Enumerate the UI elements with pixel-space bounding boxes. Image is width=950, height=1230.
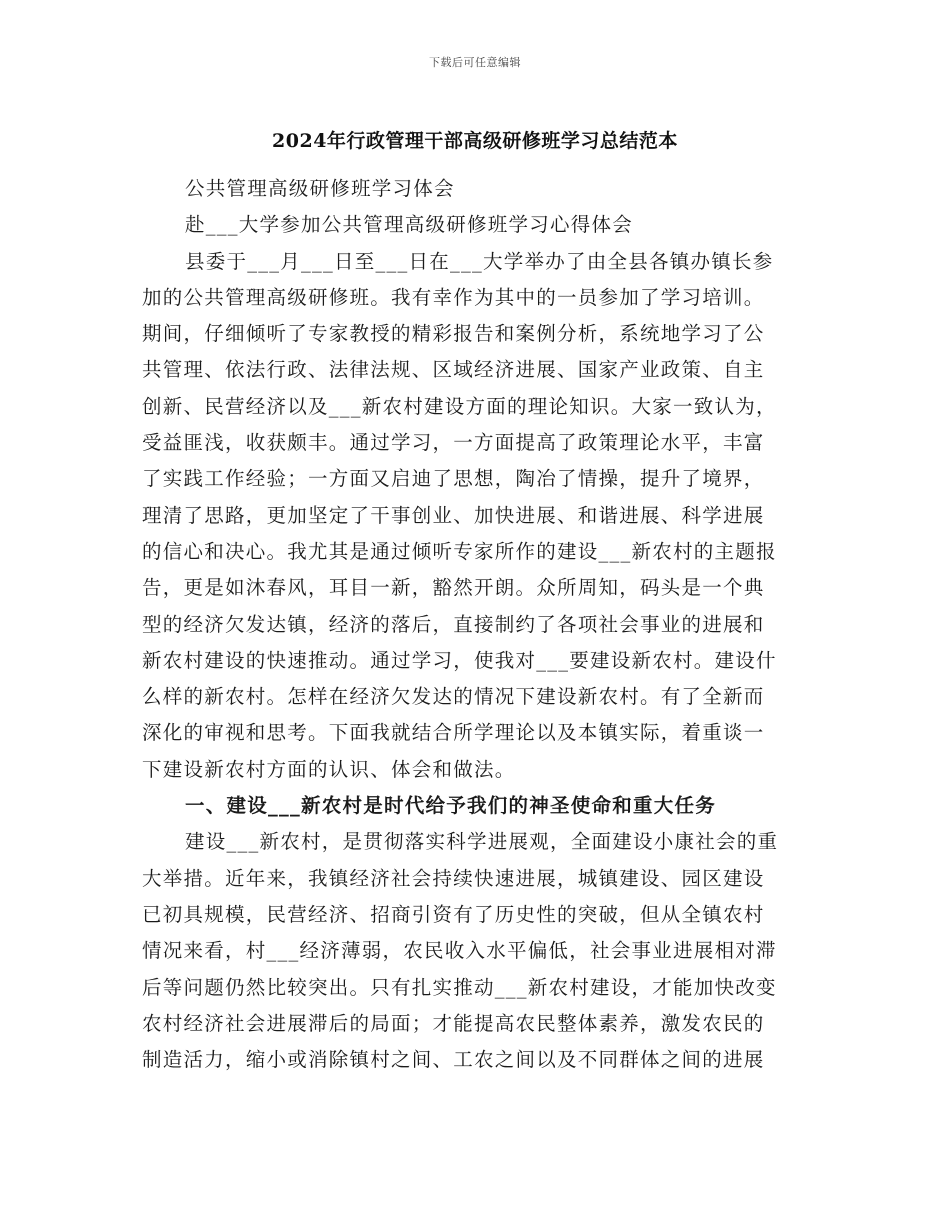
text-line: 后等问题仍然比较突出。只有扎实推动___新农村建设，才能加快改变	[142, 975, 777, 999]
text-line: 理清了思路，更加坚定了干事创业、加快进展、和谐进展、科学进展	[142, 503, 765, 527]
text-line: 深化的审视和思考。下面我就结合所学理论以及本镇实际，着重谈一	[142, 721, 765, 745]
text-line: 建设___新农村，是贯彻落实科学进展观，全面建设小康社会的重	[185, 830, 779, 854]
text-line: 受益匪浅，收获颇丰。通过学习，一方面提高了政策理论水平，丰富	[142, 431, 765, 455]
text-line: 的信心和决心。我尤其是通过倾听专家所作的建设___新农村的主题报	[142, 539, 777, 563]
text-line: 期间，仔细倾听了专家教授的精彩报告和案例分析，系统地学习了公	[142, 322, 765, 346]
text-line: 新农村建设的快速推动。通过学习，使我对___要建设新农村。建设什	[142, 648, 777, 672]
text-line: 制造活力，缩小或消除镇村之间、工农之间以及不同群体之间的进展	[142, 1048, 765, 1072]
document-title: 2024年行政管理干部高级研修班学习总结范本	[272, 130, 678, 152]
text-line: 了实践工作经验；一方面又启迪了思想，陶冶了情操，提升了境界，	[142, 467, 765, 491]
text-line: 已初具规模，民营经济、招商引资有了历史性的突破，但从全镇农村	[142, 902, 765, 926]
text-line: 创新、民营经济以及___新农村建设方面的理论知识。大家一致认为，	[142, 394, 777, 418]
text-line: 么样的新农村。怎样在经济欠发达的情况下建设新农村。有了全新而	[142, 685, 765, 709]
text-line: 共管理、依法行政、法律法规、区域经济进展、国家产业政策、自主	[142, 358, 765, 382]
text-line: 农村经济社会进展滞后的局面；才能提高农民整体素养，激发农民的	[142, 1011, 765, 1035]
text-line: 大举措。近年来，我镇经济社会持续快速进展，城镇建设、园区建设	[142, 866, 765, 890]
text-line: 型的经济欠发达镇，经济的落后，直接制约了各项社会事业的进展和	[142, 612, 765, 636]
text-line: 下建设新农村方面的认识、体会和做法。	[142, 757, 516, 781]
header-note: 下载后可任意编辑	[429, 56, 521, 69]
text-line: 加的公共管理高级研修班。我有幸作为其中的一员参加了学习培训。	[142, 285, 765, 309]
text-line: 情况来看，村___经济薄弱，农民收入水平偏低，社会事业进展相对滞	[142, 939, 777, 963]
text-line: 县委于___月___日至___日在___大学举办了由全县各镇办镇长参	[185, 249, 774, 273]
text-line: 告，更是如沐春风，耳目一新，豁然开朗。众所周知，码头是一个典	[142, 576, 765, 600]
text-line: 公共管理高级研修班学习体会	[185, 177, 455, 200]
section-heading: 一、建设___新农村是时代给予我们的神圣使命和重大任务	[185, 794, 717, 818]
body-text	[142, 171, 810, 1078]
text-line: 赴___大学参加公共管理高级研修班学习心得体会	[185, 213, 634, 237]
